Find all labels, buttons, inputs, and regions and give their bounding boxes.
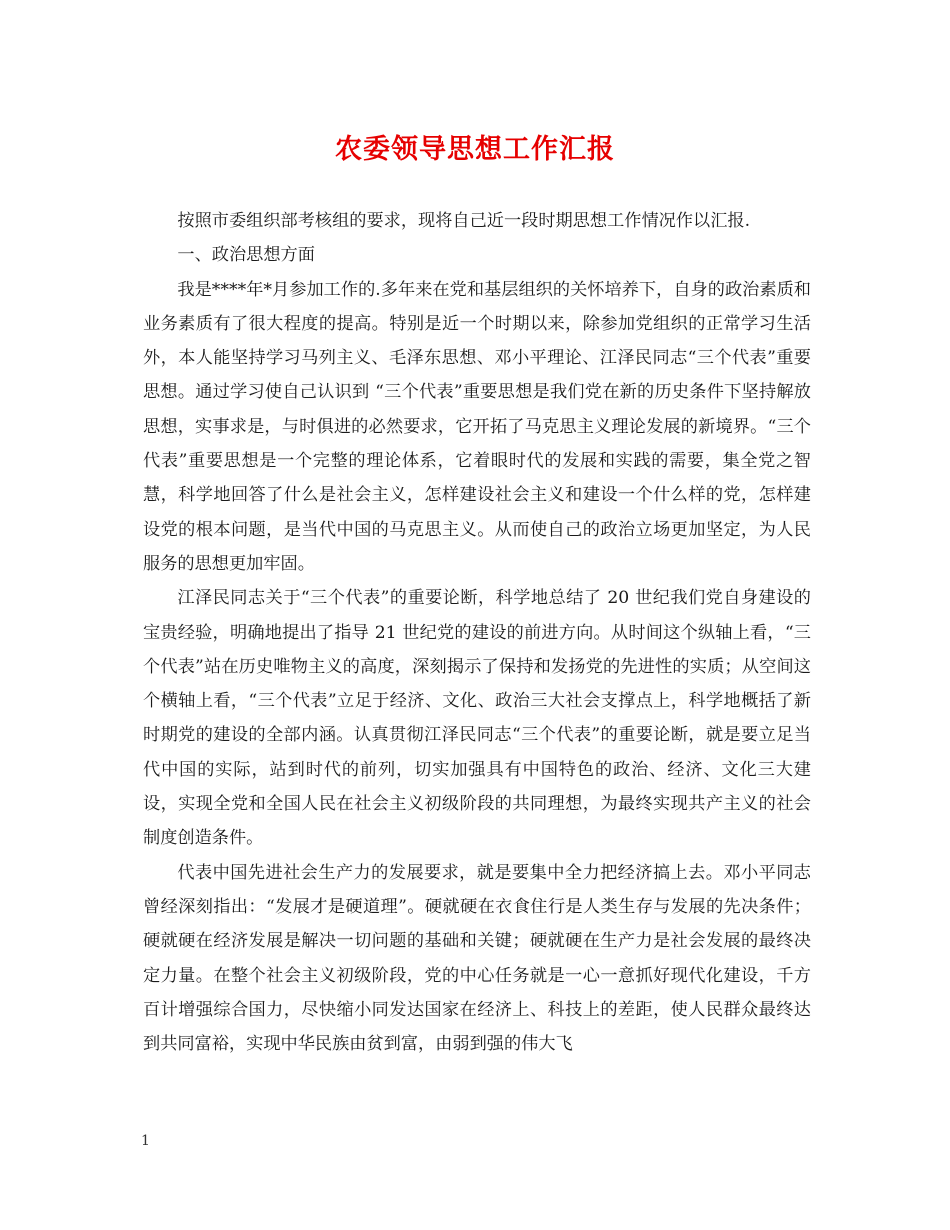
paragraph-three-represents: 江泽民同志关于“三个代表”的重要论断，科学地总结了 20 世纪我们党自身建设的宝贵经验，明确地提出了指导 21 世纪党的建设的前进方向。从时间这个纵轴上看，“三个代表”站在历史唯物主义的高度，深刻揭示了保持和发扬党的先进性的实质；从空间这个横轴上看，“三个代表”立足于经济、文化、政治三大社会支撑点上，科学地概括了新时期党的建设的全部内涵。认真贯彻江泽民同志“三个代表”的重要论断，就是要立足当代中国的实际，站到时代的前列，切实加强具有中国特色的政治、经济、文化三大建设，实现全党和全国人民在社会主义初级阶段的共同理想，为最终实现共产主义的社会制度创造条件。 xyxy=(143,588,811,849)
paragraph-intro: 按照市委组织部考核组的要求，现将自己近一段时期思想工作情况作以汇报. xyxy=(177,211,751,231)
document-body xyxy=(143,204,811,1061)
paragraph-work-history: 我是****年*月参加工作的.多年来在党和基层组织的关怀培养下，自身的政治素质和业务素质有了很大程度的提高。特别是近一个时期以来，除参加党组织的正常学习生活外，本人能坚持学习马列主义、毛泽东思想、邓小平理论、江泽民同志“三个代表”重要思想。通过学习使自己认识到 “三个代表”重要思想是我们党在新的历史条件下坚持解放思想，实事求是，与时俱进的必然要求，它开拓了马克思主义理论发展的新境界。“三个代表”重要思想是一个完整的理论体系，它着眼时代的发展和实践的需要，集全党之智慧，科学地回答了什么是社会主义，怎样建设社会主义和建设一个什么样的党，怎样建设党的根本问题，是当代中国的马克思主义。从而使自己的政治立场更加坚定，为人民服务的思想更加牢固。 xyxy=(143,279,811,574)
section-heading-political: 一、政治思想方面 xyxy=(177,245,315,266)
document-title: 农委领导思想工作汇报 xyxy=(335,134,615,165)
paragraph-productivity: 代表中国先进社会生产力的发展要求，就是要集中全力把经济搞上去。邓小平同志曾经深刻指出：“发展才是硬道理”。硬就硬在衣食住行是人类生存与发展的先决条件；硬就硬在经济发展是解决一切问题的基础和关键；硬就硬在生产力是社会发展的最终决定力量。在整个社会主义初级阶段，党的中心任务就是一心一意抓好现代化建设，千方百计增强综合国力，尽快缩小同发达国家在经济上、科技上的差距，使人民群众最终达到共同富裕，实现中华民族由贫到富，由弱到强的伟大飞 xyxy=(143,862,811,1055)
page-number: 1 xyxy=(141,1133,150,1149)
